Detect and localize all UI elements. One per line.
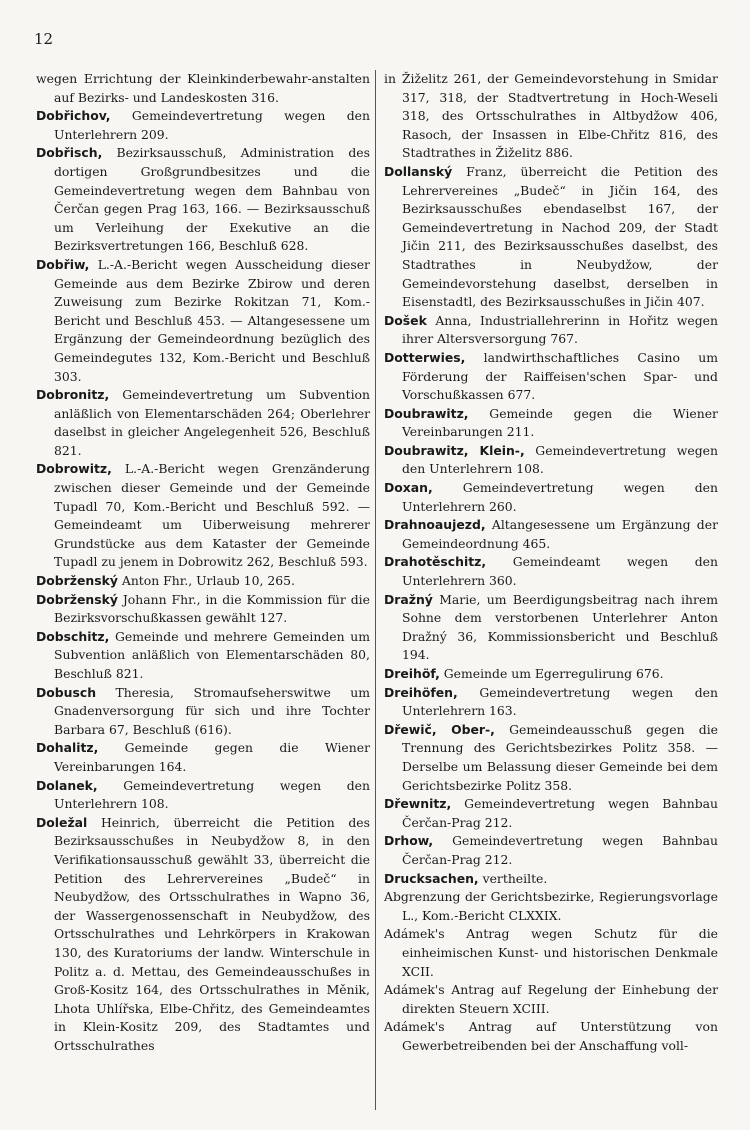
entry-heading: Doubrawitz, Klein-, [384,442,525,458]
entry-heading: Dobrowitz, [36,461,112,477]
entry-text: Gemeindevertretung wegen den Unterlehrern 108. [54,777,370,812]
index-entry [384,981,718,1018]
entry-text: Adámek's Antrag wegen Schutz für die einheimischen Kunst- und historischen Denkmale XCII. [384,926,718,979]
entry-heading: Dobřisch, [36,145,103,161]
index-entry [384,349,718,405]
entry-text: Theresia, Stromaufseherswitwe um Gnadenversorgung für sich und ihre Tochter Barbara 67, Beschluß (616). [54,684,370,737]
entry-text: Gemeinde gegen die Wiener Vereinbarungen 211. [402,405,718,440]
index-column-left [36,70,370,1055]
index-entry [384,870,718,889]
entry-heading: Drahnoaujezd, [384,517,486,533]
entry-text: Marie, um Beerdigungsbeitrag nach ihrem Sohne dem verstorbenen Unterlehrer Anton Dražný 36, Kommissionsbericht und Beschluß 194. [402,591,718,663]
index-entry [36,739,370,776]
entry-heading: Dražný [384,591,433,607]
index-entry [384,1018,718,1055]
index-entry [384,925,718,981]
entry-heading: Doxan, [384,480,433,496]
entry-text: L.-A.-Bericht wegen Ausscheidung dieser Gemeinde aus dem Bezirke Zbirow und deren Zuweisung zum Bezirke Rokitzan 71, Kom.-Bericht und Beschluß 453. — Altangesessene um Ergänzung der Gemeindeordnung bezüglich des Gemeindegutes 132, Kom.-Bericht und Beschluß 303. [54,256,370,384]
entry-heading: Došek [384,312,427,328]
entry-text: Gemeinde um Egerregulirung 676. [443,666,664,681]
entry-text: Anton Fhr., Urlaub 10, 265. [121,573,295,589]
entry-text: Franz, überreicht die Petition des Lehrervereines „Budeč“ in Jičin 164, des Bezirksausschußes ebendaselbst 167, der Gemeindevertretung in Nachod 209, der Stadt Jičin 211, des Bezirksausschußes daselbst, des Stadtrathes in Neubydžow, der Gemeindevorstehung daselbst, derselben in Eisenstadtl, des Bezirksausschußes in Jičin 407. [402,163,718,310]
entry-heading: Dobrženský [36,573,118,589]
entry-text: Gemeinde und mehrere Gemeinden um Subvention anläßlich von Elementarschäden 80, Beschluß 821. [54,628,370,681]
entry-text: L.-A.-Bericht wegen Grenzänderung zwischen dieser Gemeinde und der Gemeinde Tupadl 70, Kom.-Bericht und Beschluß 592. — Gemeindeamt um Uiberweisung mehrerer Grundstücke aus dem Kataster der Gemeinde Tupadl zu jenem in Dobrowitz 262, Beschluß 593. [54,461,370,570]
entry-heading: Dobschitz, [36,628,110,644]
entry-heading: Dobřichov, [36,108,111,124]
entry-heading: Dobusch [36,684,97,700]
index-entry [384,312,718,349]
entry-text: Adámek's Antrag auf Regelung der Einhebung der direkten Steuern XCIII. [384,982,718,1016]
index-entry [384,405,718,442]
entry-heading: Doubrawitz, [384,405,469,421]
index-entry [36,386,370,460]
entry-heading: Drucksachen, [384,870,479,886]
index-entry [36,460,370,572]
index-entry [36,70,370,107]
entry-text: Gemeindevertretung wegen den Unterlehrern 108. [402,442,718,477]
entry-text: Adámek's Antrag auf Unterstützung von Gewerbetreibenden bei der Anschaffung voll- [384,1019,718,1053]
entry-heading: Drhow, [384,833,434,849]
index-entry [384,70,718,163]
entry-text: Gemeinde gegen die Wiener Vereinbarungen 164. [54,740,370,774]
index-entry [36,144,370,256]
index-entry [384,665,718,684]
index-entry [384,591,718,665]
index-entry [36,777,370,814]
index-entry [384,479,718,516]
entry-heading: Dobřiw, [36,256,90,272]
entry-text: Anna, Industriallehrerinn in Hořitz wegen ihrer Altersversorgung 767. [402,312,718,347]
index-entry [384,721,718,795]
index-entry [36,572,370,591]
index-entry [384,795,718,832]
entry-heading: Dreihöf, [384,666,440,681]
entry-text: Gemeindevertretung wegen den Unterlehrern 209. [54,108,370,142]
entry-text: Gemeindevertretung wegen Bahnbau Čerčan-Prag 212. [402,833,718,867]
entry-heading: Dreihöfen, [384,684,458,700]
index-entry [36,256,370,386]
index-entry [384,553,718,590]
entry-text: Bezirksausschuß, Administration des dortigen Großgrundbesitzes und die Gemeindevertretung wegen dem Bahnbau von Čerčan gegen Prag 163, 166. — Bezirksausschuß um Verleihung der Exekutive an die Bezirksvertretungen 166, Beschluß 628. [54,145,370,254]
column-divider [375,70,376,1110]
entry-text: Gemeindevertretung wegen den Unterlehrern 260. [402,480,718,514]
entry-text: Altangesessene um Ergänzung der Gemeindeordnung 465. [402,517,718,551]
entry-heading: Dotterwies, [384,349,466,365]
entry-text: Gemeindeausschuß gegen die Trennung des Gerichtsbezirkes Politz 358. — Derselbe um Belassung dieser Gemeinde bei dem Gerichtsbezirke Politz 358. [402,721,718,793]
entry-heading: Dohalitz, [36,740,99,756]
entry-text: Gemeindevertretung um Subvention anläßlich von Elementarschäden 264; Oberlehrer daselbst in gleicher Angelegenheit 526, Beschluß 821. [54,387,370,458]
entry-heading: Dobrženský [36,591,118,607]
entry-heading: Doležal [36,814,88,830]
entry-heading: Drahotěschitz, [384,554,487,570]
entry-heading: Dřewič, Ober-, [384,721,495,737]
entry-heading: Dřewnitz, [384,796,452,812]
index-entry [384,516,718,553]
entry-text: Gemeindevertretung wegen Bahnbau Čerčan-Prag 212. [402,796,718,830]
entry-heading: Dollanský [384,163,453,179]
index-column-right [384,70,718,1055]
index-entry [384,832,718,869]
entry-heading: Dobronitz, [36,387,110,403]
index-entry [36,628,370,684]
index-entry [36,591,370,628]
index-entry [36,107,370,144]
entry-text: in Žiželitz 261, der Gemeindevorstehung in Smidar 317, 318, der Stadtvertretung in Hoch-Weseli 318, des Ortsschulrathes in Altbydžow 406, Rasoch, der Insassen in Elbe-Chřitz 816, des Stadtrathes in Žiželitz 886. [384,71,718,161]
index-entry [384,163,718,312]
entry-text: Gemeindevertretung wegen den Unterlehrern 163. [402,684,718,719]
entry-text: Heinrich, überreicht die Petition des Bezirksausschußes in Neubydžow 8, in den Verifikationsausschuß gewählt 33, überreicht die Petition des Lehrervereines „Budeč“ in Neubydžow, des Ortsschulrathes in Wapno 36, der Wassergenossenschaft in Neubydžow, des Ortsschulrathes und Lehrkörpers in Krakowan 130, des Kuratoriums der landw. Winterschule in Politz a. d. Mettau, des Gemeindeausschußes in Groß-Kositz 164, des Ortsschulrathes in Měnik, Lhota Uhlířska, Elbe-Chřitz, des Gemeindeamtes in Klein-Kositz 209, des Stadtamtes und Ortsschulrathes [54,814,370,1053]
index-entry [384,684,718,721]
entry-text: vertheilte. [482,870,548,886]
entry-text: wegen Errichtung der Kleinkinderbewahr-anstalten auf Bezirks- und Landeskosten 316. [36,71,370,105]
entry-text: landwirthschaftliches Casino um Förderung der Raiffeisen'schen Spar- und Vorschußkassen 677. [402,349,718,403]
page-number: 12 [34,30,54,48]
entry-heading: Dolanek, [36,777,98,793]
index-entry [384,442,718,479]
entry-text: Gemeindeamt wegen den Unterlehrern 360. [402,554,718,589]
index-entry [384,888,718,925]
entry-text: Johann Fhr., in die Kommission für die Bezirksvorschußkassen gewählt 127. [54,591,370,626]
entry-text: Abgrenzung der Gerichtsbezirke, Regierungsvorlage L., Kom.-Bericht CLXXIX. [384,889,718,923]
index-entry [36,684,370,740]
index-entry [36,814,370,1056]
